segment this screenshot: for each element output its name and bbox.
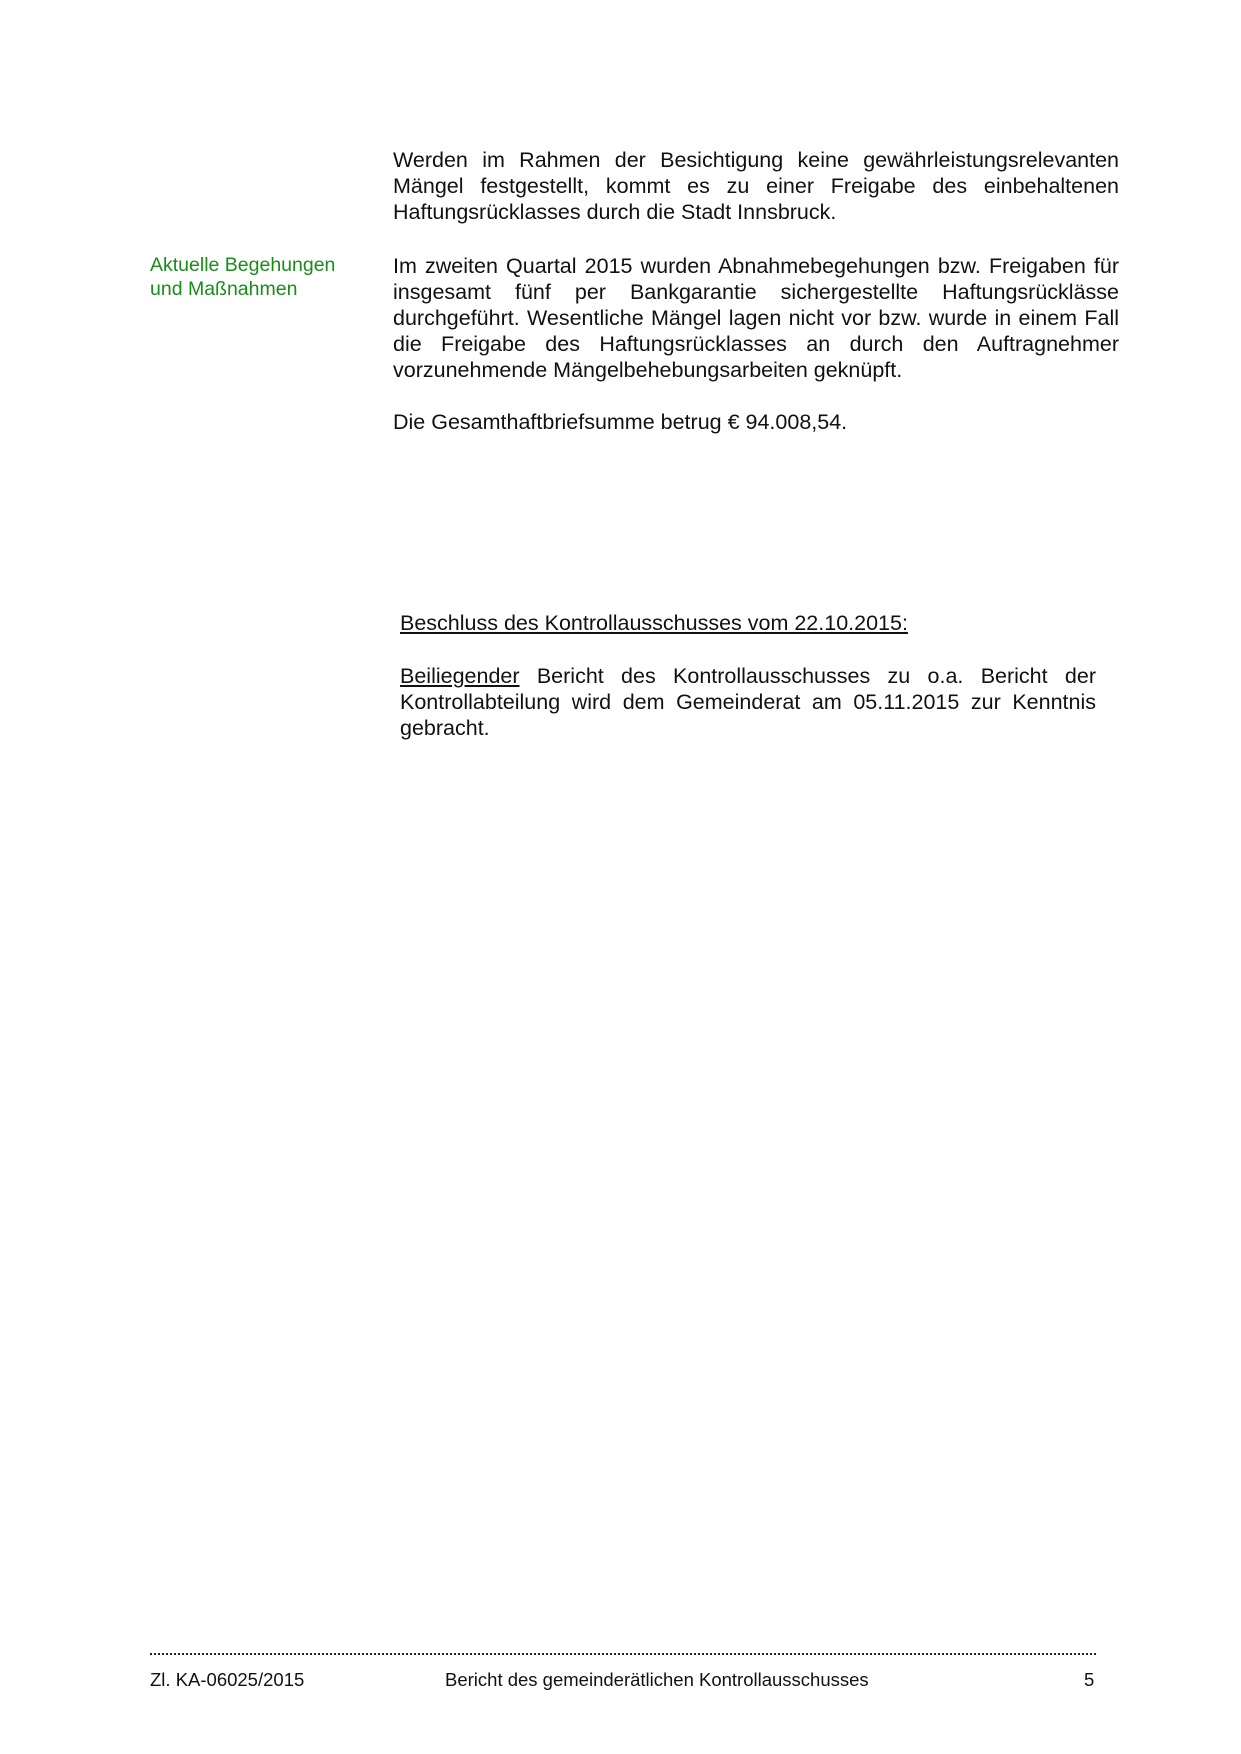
- resolution-heading: Beschluss des Kontrollausschusses vom 22.10.2015:: [400, 611, 908, 635]
- resolution-heading-block: [400, 610, 1096, 636]
- intro-paragraph-text: Werden im Rahmen der Besichtigung keine gewährleistungsrelevanten Mängel festgestellt, kommt es zu einer Freigabe des einbehaltenen Haftungsrücklasses durch die Stadt Innsbruck.: [393, 148, 1119, 224]
- side-heading-line2: und Maßnahmen: [150, 278, 298, 300]
- resolution-underlined-word: Beiliegender: [400, 664, 520, 688]
- resolution-body: [400, 663, 1096, 741]
- total-paragraph: [393, 409, 1119, 435]
- quarter-paragraph-text: Im zweiten Quartal 2015 wurden Abnahmebegehungen bzw. Freigaben für insgesamt fünf per Bankgarantie sichergestellte Haftungsrücklässe durchgeführt. Wesentliche Mängel lagen nicht vor bzw. wurde in einem Fall die Freigabe des Haftungsrücklasses an durch den Auftragnehmer vorzunehmende Mängelbehebungsarbeiten geknüpft.: [393, 254, 1119, 382]
- footer-divider: [150, 1653, 1096, 1655]
- total-paragraph-text: Die Gesamthaftbriefsumme betrug € 94.008,54.: [393, 410, 848, 434]
- intro-paragraph: [393, 147, 1119, 225]
- footer-reference: Zl. KA-06025/2015: [150, 1669, 305, 1690]
- side-heading-line1: Aktuelle Begehungen: [150, 254, 336, 276]
- quarter-paragraph: [393, 253, 1119, 383]
- resolution-text: [400, 663, 1096, 741]
- footer-title: Bericht des gemeinderätlichen Kontrollausschusses: [445, 1669, 869, 1690]
- resolution-text-rest: Bericht des Kontrollausschusses zu o.a. Bericht der Kontrollabteilung wird dem Gemeinderat am 05.11.2015 zur Kenntnis gebracht.: [400, 664, 1096, 740]
- footer-page-number: 5: [1084, 1669, 1095, 1690]
- side-heading: [150, 253, 360, 301]
